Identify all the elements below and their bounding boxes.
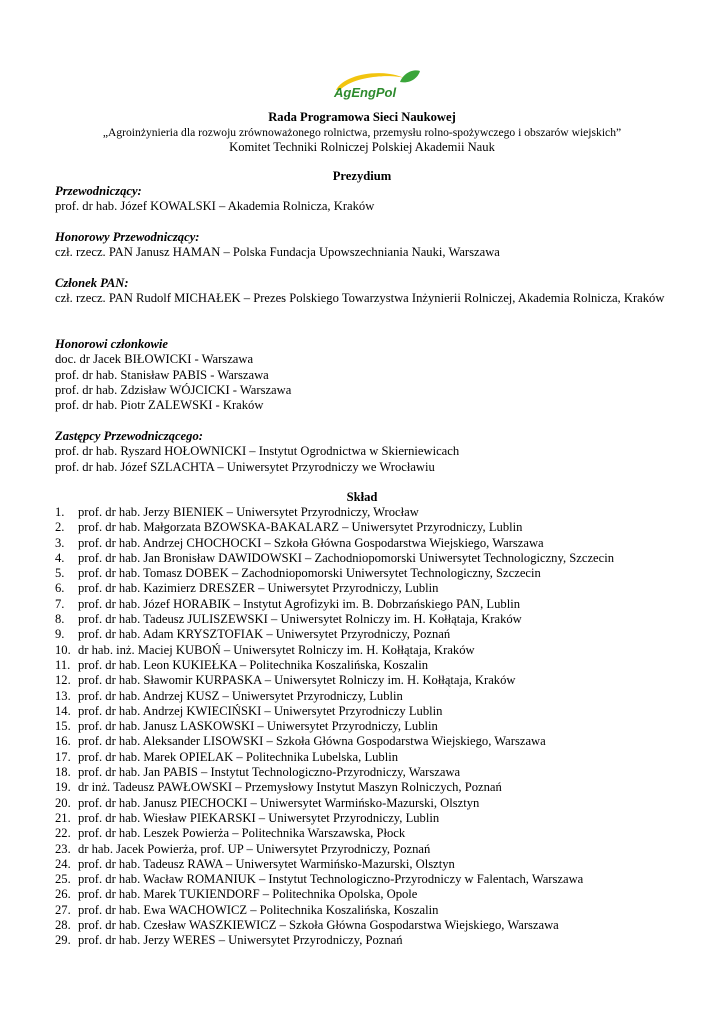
member-entry: prof. dr hab. Marek TUKIENDORF – Politechnika Opolska, Opole [78, 887, 418, 902]
member-number: 14. [55, 703, 71, 718]
member-entry: prof. dr hab. Tomasz DOBEK – Zachodniopomorski Uniwersytet Technologiczny, Szczecin [78, 566, 541, 581]
member-number: 6. [55, 581, 65, 596]
member-entry: prof. dr hab. Wacław ROMANIUK – Instytut Technologiczno-Przyrodniczy w Falentach, Warszawa [78, 872, 584, 887]
member-entry: prof. dr hab. Andrzej KWIECIŃSKI – Uniwersytet Przyrodniczy Lublin [78, 703, 443, 718]
member-row [55, 597, 695, 612]
member-row [55, 505, 695, 520]
member-number: 9. [55, 627, 65, 642]
member-entry: prof. dr hab. Janusz PIECHOCKI – Uniwersytet Warmińsko-Mazurski, Olsztyn [78, 795, 480, 810]
member-entry: prof. dr hab. Ewa WACHOWICZ – Politechnika Koszalińska, Koszalin [78, 902, 439, 917]
member-row [55, 887, 695, 902]
member-row [55, 918, 695, 933]
member-row [55, 627, 695, 642]
member-row [55, 780, 695, 795]
member-entry: prof. dr hab. Wiesław PIEKARSKI – Uniwersytet Przyrodniczy, Lublin [78, 810, 440, 825]
member-row [55, 857, 695, 872]
member-number: 26. [55, 887, 71, 902]
member-row [55, 842, 695, 857]
member-number: 21. [55, 810, 71, 825]
member-entry: prof. dr hab. Andrzej KUSZ – Uniwersytet Przyrodniczy, Lublin [78, 688, 403, 703]
member-number: 8. [55, 612, 65, 627]
member-entry: prof. dr hab. Tadeusz JULISZEWSKI – Uniwersytet Rolniczy im. H. Kołłątaja, Kraków [78, 612, 522, 627]
member-number: 11. [55, 657, 71, 672]
logo-leaf [400, 70, 420, 82]
member-number: 25. [55, 872, 71, 887]
member-row [55, 872, 695, 887]
member-row [55, 551, 695, 566]
member-number: 4. [55, 550, 65, 565]
honorary-chair-label: Honorowy Przewodniczący: [55, 230, 200, 244]
members-list [55, 505, 695, 949]
member-entry: dr hab. Jacek Powierża, prof. UP – Uniwersytet Przyrodniczy, Poznań [78, 841, 431, 856]
committee-name: Komitet Techniki Rolniczej Polskiej Akademii Nauk [229, 140, 495, 154]
chair-block [55, 184, 685, 215]
member-row [55, 581, 695, 596]
deputies-block [55, 429, 685, 475]
member-row [55, 903, 695, 918]
member-entry: prof. dr hab. Sławomir KURPASKA – Uniwersytet Rolniczy im. H. Kołłątaja, Kraków [78, 673, 516, 688]
agengpol-logo [330, 68, 422, 104]
member-entry: dr hab. inż. Maciej KUBOŃ – Uniwersytet Rolniczy im. H. Kołłątaja, Kraków [78, 642, 475, 657]
member-entry: prof. dr hab. Czesław WASZKIEWICZ – Szkoła Główna Gospodarstwa Wiejskiego, Warszawa [78, 918, 559, 933]
member-number: 10. [55, 642, 71, 657]
member-row [55, 536, 695, 551]
deputy-entry: prof. dr hab. Ryszard HOŁOWNICKI – Instytut Ogrodnictwa w Skierniewicach [55, 444, 460, 459]
honorary-member: prof. dr hab. Stanisław PABIS - Warszawa [55, 367, 269, 382]
member-number: 23. [55, 841, 71, 856]
member-row [55, 719, 695, 734]
member-number: 5. [55, 566, 65, 581]
member-entry: prof. dr hab. Leszek Powierża – Politechnika Warszawska, Płock [78, 826, 406, 841]
member-number: 24. [55, 856, 71, 871]
member-row [55, 643, 695, 658]
member-row [55, 750, 695, 765]
member-entry: prof. dr hab. Leon KUKIEŁKA – Politechnika Koszalińska, Koszalin [78, 657, 429, 672]
member-row [55, 520, 695, 535]
logo-text: AgEngPol [334, 85, 397, 100]
honorary-members-label: Honorowi członkowie [55, 337, 169, 351]
member-number: 28. [55, 918, 71, 933]
member-number: 29. [55, 933, 71, 948]
member-row [55, 658, 695, 673]
composition-heading: Skład [346, 490, 378, 504]
pan-member-entry: czł. rzecz. PAN Rudolf MICHAŁEK – Prezes Polskiego Towarzystwa Inżynierii Rolniczej, Akademia Rolnicza, Kraków [55, 291, 665, 306]
chair-entry: prof. dr hab. Józef KOWALSKI – Akademia Rolnicza, Kraków [55, 199, 375, 214]
member-row [55, 673, 695, 688]
member-number: 12. [55, 673, 71, 688]
member-row [55, 765, 695, 780]
member-entry: prof. dr hab. Janusz LASKOWSKI – Uniwersytet Przyrodniczy, Lublin [78, 719, 438, 734]
member-entry: dr inż. Tadeusz PAWŁOWSKI – Przemysłowy Instytut Maszyn Rolniczych, Poznań [78, 780, 502, 795]
member-entry: prof. dr hab. Jerzy WERES – Uniwersytet Przyrodniczy, Poznań [78, 933, 403, 948]
member-entry: prof. dr hab. Jan PABIS – Instytut Technologiczno-Przyrodniczy, Warszawa [78, 765, 461, 780]
member-row [55, 796, 695, 811]
member-number: 13. [55, 688, 71, 703]
pan-member-label: Członek PAN: [55, 276, 129, 290]
member-number: 3. [55, 535, 65, 550]
member-row [55, 734, 695, 749]
member-entry: prof. dr hab. Andrzej CHOCHOCKI – Szkoła Główna Gospodarstwa Wiejskiego, Warszawa [78, 535, 544, 550]
member-entry: prof. dr hab. Jan Bronisław DAWIDOWSKI – Zachodniopomorski Uniwersytet Technologiczny, Szczecin [78, 550, 615, 565]
member-number: 18. [55, 765, 71, 780]
member-entry: prof. dr hab. Józef HORABIK – Instytut Agrofizyki im. B. Dobrzańskiego PAN, Lublin [78, 596, 521, 611]
chair-label: Przewodniczący: [55, 184, 142, 198]
honorary-member: prof. dr hab. Zdzisław WÓJCICKI - Warszawa [55, 382, 292, 397]
member-number: 1. [55, 505, 65, 519]
member-entry: prof. dr hab. Aleksander LISOWSKI – Szkoła Główna Gospodarstwa Wiejskiego, Warszawa [78, 734, 546, 749]
member-entry: prof. dr hab. Małgorzata BZOWSKA-BAKALARZ – Uniwersytet Przyrodniczy, Lublin [78, 520, 523, 535]
member-row [55, 612, 695, 627]
member-row [55, 811, 695, 826]
member-number: 2. [55, 520, 65, 535]
member-number: 22. [55, 826, 71, 841]
member-row [55, 826, 695, 841]
member-row [55, 933, 695, 948]
member-number: 27. [55, 902, 71, 917]
member-row [55, 689, 695, 704]
honorary-member: prof. dr hab. Piotr ZALEWSKI - Kraków [55, 398, 264, 413]
member-entry: prof. dr hab. Marek OPIELAK – Politechnika Lubelska, Lublin [78, 749, 399, 764]
member-entry: prof. dr hab. Kazimierz DRESZER – Uniwersytet Przyrodniczy, Lublin [78, 581, 439, 596]
member-row [55, 704, 695, 719]
member-number: 16. [55, 734, 71, 749]
agengpol-logo-graphic [330, 68, 422, 104]
deputies-label: Zastępcy Przewodniczącego: [55, 429, 203, 443]
deputy-entry: prof. dr hab. Józef SZLACHTA – Uniwersytet Przyrodniczy we Wrocławiu [55, 459, 435, 474]
honorary-chair-entry: czł. rzecz. PAN Janusz HAMAN – Polska Fundacja Upowszechniania Nauki, Warszawa [55, 245, 500, 260]
presidium-heading: Prezydium [332, 169, 392, 183]
network-subtitle: „Agroinżynieria dla rozwoju zrównoważonego rolnictwa, przemysłu rolno-spożywczego i obszarów wiejskich” [102, 126, 622, 139]
member-number: 17. [55, 749, 71, 764]
member-row [55, 566, 695, 581]
member-entry: prof. dr hab. Adam KRYSZTOFIAK – Uniwersytet Przyrodniczy, Poznań [78, 627, 451, 642]
honorary-chair-block [55, 230, 685, 261]
network-council-title: Rada Programowa Sieci Naukowej [268, 110, 456, 124]
honorary-member: doc. dr Jacek BIŁOWICKI - Warszawa [55, 352, 254, 367]
member-number: 7. [55, 596, 65, 611]
member-number: 20. [55, 795, 71, 810]
member-number: 15. [55, 719, 71, 734]
member-entry: prof. dr hab. Tadeusz RAWA – Uniwersytet Warmińsko-Mazurski, Olsztyn [78, 856, 455, 871]
pan-member-block [55, 276, 685, 307]
honorary-members-block [55, 337, 685, 413]
member-entry: prof. dr hab. Jerzy BIENIEK – Uniwersytet Przyrodniczy, Wrocław [78, 505, 419, 519]
member-number: 19. [55, 780, 71, 795]
